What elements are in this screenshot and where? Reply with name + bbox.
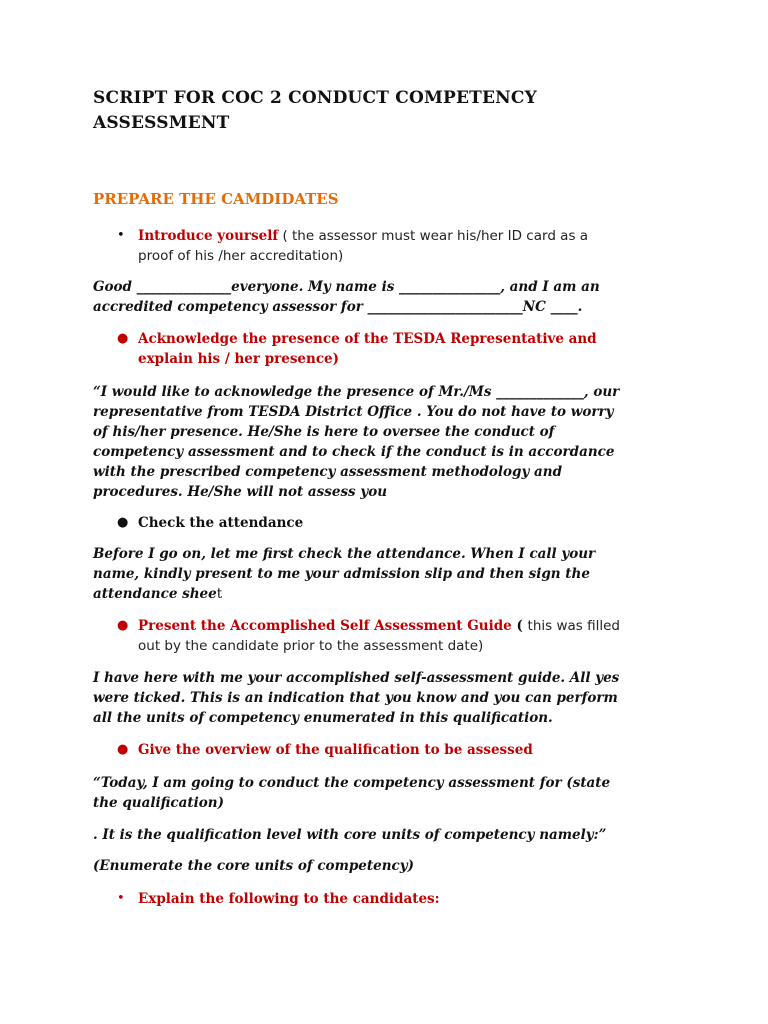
title-line-2: ASSESSMENT [93,113,230,133]
document-title [93,86,537,136]
paragraph-self-assessment [93,668,663,728]
item-paren: ( [511,618,528,634]
item-label-line-2: explain his / her presence) [138,351,340,367]
paragraph-overview [93,773,663,813]
section-heading: PREPARE THE CAMDIDATES [93,190,339,208]
item-note: ( the assessor must wear his/her ID card as a [278,228,589,244]
paragraph-attendance [93,544,663,604]
paragraph-line: name, kindly present to me your admission slip and then sign the [93,566,590,582]
item-label: Check the attendance [138,515,304,531]
paragraph-line: accredited competency assessor for _______________________NC ____. [93,299,583,315]
item-note-line-2: proof of his /her accreditation) [138,248,344,264]
bullet-icon: ● [117,618,129,633]
item-label: Present the Accomplished Self Assessment Guide [138,618,512,634]
paragraph-line: . It is the qualification level with core units of competency namely:” [93,827,607,843]
paragraph-enumerate [93,856,663,876]
bullet-icon: • [117,228,125,243]
paragraph-text: attendance shee [93,586,217,602]
paragraph-line: the qualification) [93,795,224,811]
item-note-line-2: out by the candidate prior to the assessment date) [138,638,484,654]
paragraph-line: were ticked. This is an indication that you know and you can perform [93,690,618,706]
bullet-icon: • [117,891,125,906]
paragraph-line: competency assessment and to check if the conduct is in accordance [93,444,615,460]
paragraph-core-units [93,825,663,845]
paragraph-line: all the units of competency enumerated in this qualification. [93,710,553,726]
bullet-icon: ● [117,331,129,346]
item-label-line-1: Acknowledge the presence of the TESDA Representative and [138,331,597,347]
paragraph-line: I have here with me your accomplished self-assessment guide. All yes [93,670,620,686]
list-item-text [138,616,638,656]
item-label: Give the overview of the qualification to be assessed [138,742,533,758]
item-label: Explain the following to the candidates: [138,891,440,907]
paragraph-line: Before I go on, let me first check the attendance. When I call your [93,546,596,562]
paragraph-line: with the prescribed competency assessment methodology and [93,464,563,480]
paragraph-intro [93,277,663,317]
paragraph-line: “Today, I am going to conduct the competency assessment for (state [93,775,611,791]
paragraph-line: representative from TESDA District Office . You do not have to worry [93,404,614,420]
paragraph-line: “I would like to acknowledge the presence of Mr./Ms _____________, our [93,384,620,400]
bullet-icon: ● [117,742,129,757]
paragraph-line: of his/her presence. He/She is here to oversee the conduct of [93,424,555,440]
paragraph-tail: t [216,586,223,602]
bullet-icon: ● [117,515,129,530]
title-line-1: SCRIPT FOR COC 2 CONDUCT COMPETENCY [93,88,537,108]
paragraph-line: (Enumerate the core units of competency) [93,858,414,874]
paragraph-line: Good ______________everyone. My name is _______________, and I am an [93,279,600,295]
item-label: Introduce yourself [138,228,279,244]
paragraph-line: procedures. He/She will not assess you [93,484,388,500]
paragraph-acknowledge [93,382,663,502]
paragraph-line [93,584,663,604]
list-item-text [138,329,638,369]
item-note: this was filled [527,618,620,634]
list-item-text [138,226,638,266]
